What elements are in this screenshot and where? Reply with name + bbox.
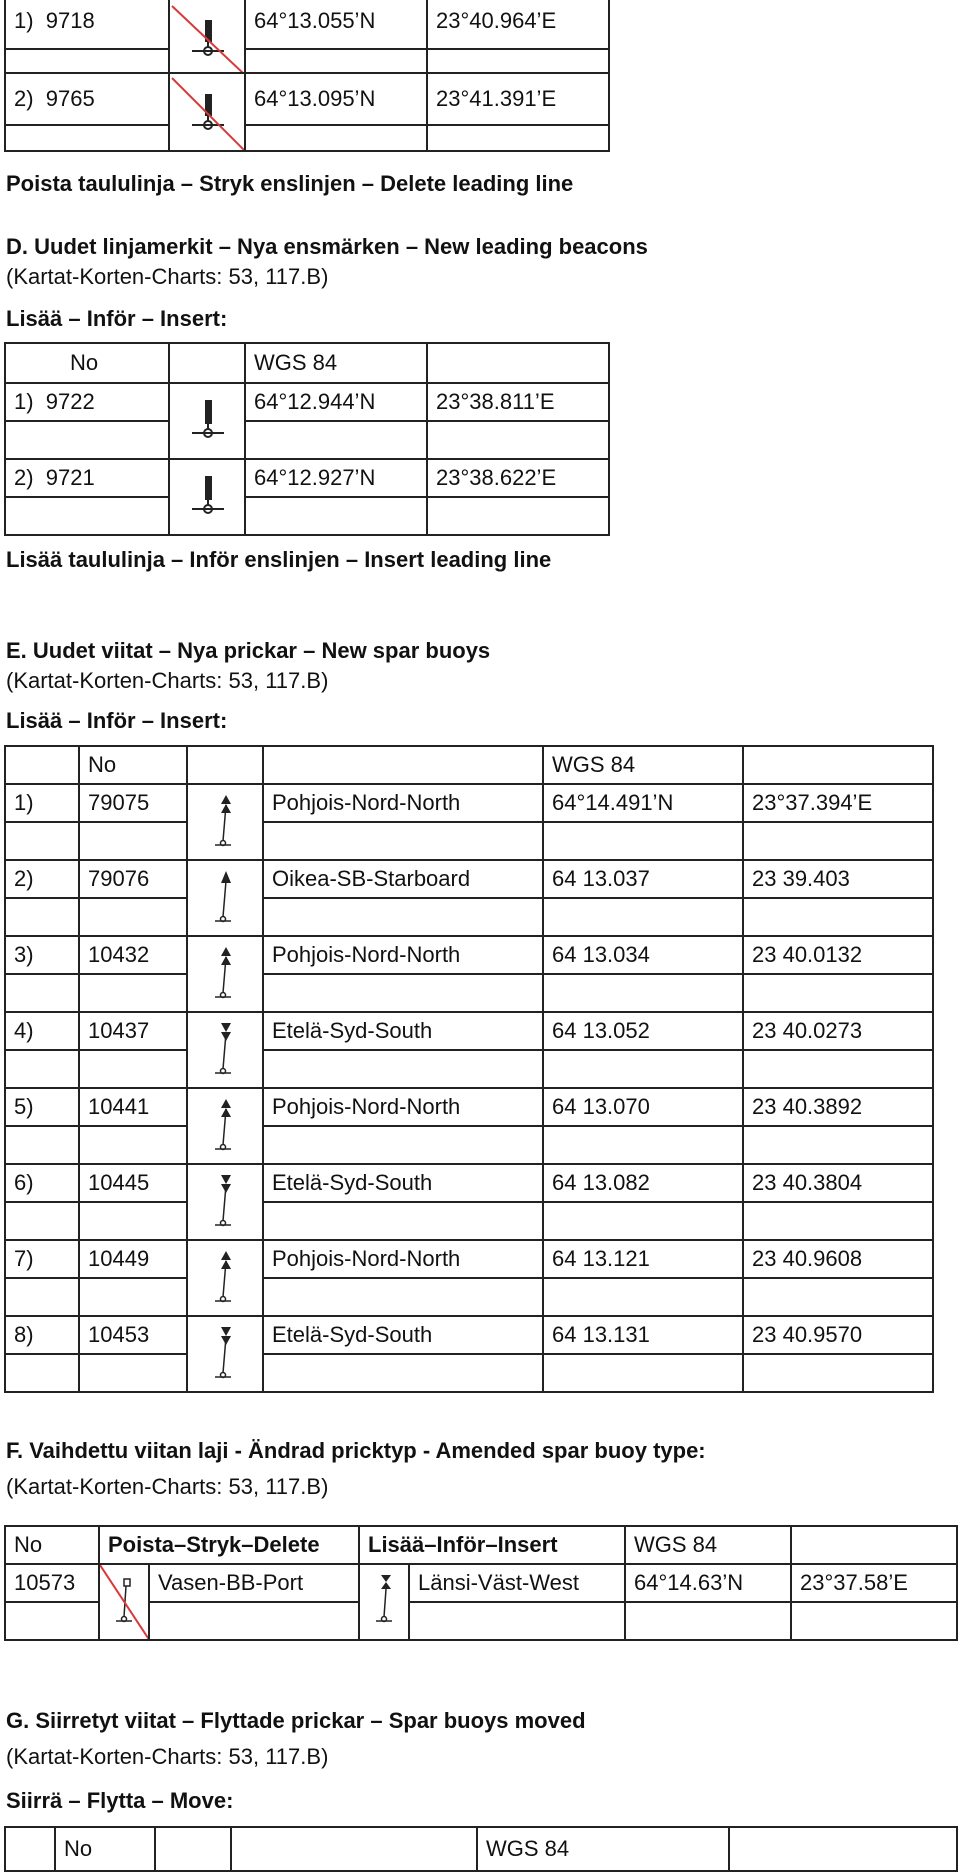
header-wgs84: WGS 84 [625,1526,791,1564]
buoy-type: Pohjois-Nord-North [263,784,543,822]
header-no: No [55,1827,155,1871]
section-g-title: G. Siirretyt viitat – Flyttade prickar – Spar buoys moved [6,1708,586,1733]
header-wgs84: WGS 84 [477,1827,729,1871]
delete-leading-line-note: Poista taululinja – Stryk enslinjen – Delete leading line [6,171,574,196]
latitude: 64 13.070 [543,1088,743,1126]
row-index: 2) [14,465,34,490]
beacon-number: 9765 [45,86,95,111]
table-header-row [5,1526,957,1564]
delete-beacons-table [4,0,610,152]
latitude: 64°12.927’N [245,459,427,497]
table-header-row [5,746,933,784]
buoy-type: Oikea-SB-Starboard [263,860,543,898]
latitude: 64 13.131 [543,1316,743,1354]
leading-beacon-icon [169,459,245,535]
buoy-number: 10441 [79,1088,187,1126]
header-wgs84: WGS 84 [543,746,743,784]
section-d-title: D. Uudet linjamerkit – Nya ensmärken – New leading beacons [6,234,648,259]
south-cardinal-spar-icon [187,1316,263,1392]
spar-buoys-table [4,745,934,1393]
section-d-action: Lisää – Inför – Insert: [6,306,228,331]
latitude: 64°14.491’N [543,784,743,822]
south-cardinal-spar-icon [187,1164,263,1240]
latitude: 64 13.121 [543,1240,743,1278]
longitude: 23°41.391’E [427,73,609,125]
buoy-number: 10453 [79,1316,187,1354]
moved-buoys-table [4,1826,958,1872]
deleted-beacon-icon [169,0,245,73]
north-cardinal-spar-icon [187,1240,263,1316]
table-row [5,1564,957,1602]
longitude: 23 40.9608 [743,1240,933,1278]
west-cardinal-spar-icon [359,1564,409,1640]
row-index: 2) [5,860,79,898]
header-insert: Lisää–Inför–Insert [359,1526,625,1564]
header-delete: Poista–Stryk–Delete [99,1526,359,1564]
longitude: 23 40.3892 [743,1088,933,1126]
table-header-row [5,343,609,383]
header-no: No [79,746,187,784]
section-f-charts: (Kartat-Korten-Charts: 53, 117.B) [6,1474,329,1499]
buoy-type: Etelä-Syd-South [263,1012,543,1050]
longitude: 23 39.403 [743,860,933,898]
deleted-beacon-icon [169,73,245,151]
table-row [5,383,609,421]
latitude: 64°12.944’N [245,383,427,421]
buoy-type: Etelä-Syd-South [263,1316,543,1354]
buoy-number: 79076 [79,860,187,898]
row-index: 5) [5,1088,79,1126]
table-row [5,0,609,49]
table-header-row [5,1827,957,1871]
section-e-charts: (Kartat-Korten-Charts: 53, 117.B) [6,668,329,693]
row-index: 4) [5,1012,79,1050]
latitude: 64 13.082 [543,1164,743,1202]
leading-beacon-icon [169,383,245,459]
south-cardinal-spar-icon [187,1012,263,1088]
buoy-number: 10445 [79,1164,187,1202]
beacon-number: 9721 [45,465,95,490]
latitude: 64°13.095’N [245,73,427,125]
row-index: 1) [14,8,34,33]
buoy-number: 10449 [79,1240,187,1278]
longitude: 23°37.394’E [743,784,933,822]
starboard-spar-icon [187,860,263,936]
table-row [5,1088,933,1126]
beacon-number: 9718 [45,8,95,33]
longitude: 23 40.9570 [743,1316,933,1354]
row-index: 2) [14,86,34,111]
buoy-number: 10573 [5,1564,99,1602]
latitude: 64°13.055’N [245,0,427,49]
latitude: 64 13.037 [543,860,743,898]
section-d-footer: Lisää taululinja – Inför enslinjen – Insert leading line [6,547,552,572]
leading-beacons-table [4,342,610,536]
longitude: 23°38.811’E [427,383,609,421]
old-buoy-type: Vasen-BB-Port [149,1564,359,1602]
section-d-charts: (Kartat-Korten-Charts: 53, 117.B) [6,264,329,289]
port-spar-deleted-icon [99,1564,149,1640]
row-index: 7) [5,1240,79,1278]
longitude: 23 40.0273 [743,1012,933,1050]
new-buoy-type: Länsi-Väst-West [409,1564,625,1602]
table-row [5,1164,933,1202]
latitude: 64 13.052 [543,1012,743,1050]
row-index: 6) [5,1164,79,1202]
row-index: 3) [5,936,79,974]
section-e-title: E. Uudet viitat – Nya prickar – New spar buoys [6,638,491,663]
longitude: 23 40.0132 [743,936,933,974]
header-no: No [5,1526,99,1564]
longitude: 23°40.964’E [427,0,609,49]
beacon-number: 9722 [45,389,95,414]
table-row [5,936,933,974]
section-e-action: Lisää – Inför – Insert: [6,708,228,733]
row-index: 1) [14,389,34,414]
buoy-number: 79075 [79,784,187,822]
north-cardinal-spar-icon [187,1088,263,1164]
north-cardinal-spar-icon [187,784,263,860]
longitude: 23°38.622’E [427,459,609,497]
latitude: 64 13.034 [543,936,743,974]
table-row [5,860,933,898]
buoy-number: 10437 [79,1012,187,1050]
section-f-title: F. Vaihdettu viitan laji - Ändrad pricktyp - Amended spar buoy type: [6,1438,706,1463]
section-g-action: Siirrä – Flytta – Move: [6,1788,234,1813]
table-row [5,1316,933,1354]
section-g-charts: (Kartat-Korten-Charts: 53, 117.B) [6,1744,329,1769]
buoy-type: Pohjois-Nord-North [263,1088,543,1126]
table-row [5,1012,933,1050]
longitude: 23 40.3804 [743,1164,933,1202]
north-cardinal-spar-icon [187,936,263,1012]
table-row [5,784,933,822]
latitude: 64°14.63’N [625,1564,791,1602]
row-index: 8) [5,1316,79,1354]
table-row [5,73,609,125]
header-no: No [5,343,169,383]
buoy-type: Etelä-Syd-South [263,1164,543,1202]
table-row [5,1240,933,1278]
buoy-number: 10432 [79,936,187,974]
row-index: 1) [5,784,79,822]
amended-buoy-table [4,1525,958,1641]
header-wgs84: WGS 84 [245,343,427,383]
buoy-type: Pohjois-Nord-North [263,1240,543,1278]
longitude: 23°37.58’E [791,1564,957,1602]
table-row [5,459,609,497]
buoy-type: Pohjois-Nord-North [263,936,543,974]
